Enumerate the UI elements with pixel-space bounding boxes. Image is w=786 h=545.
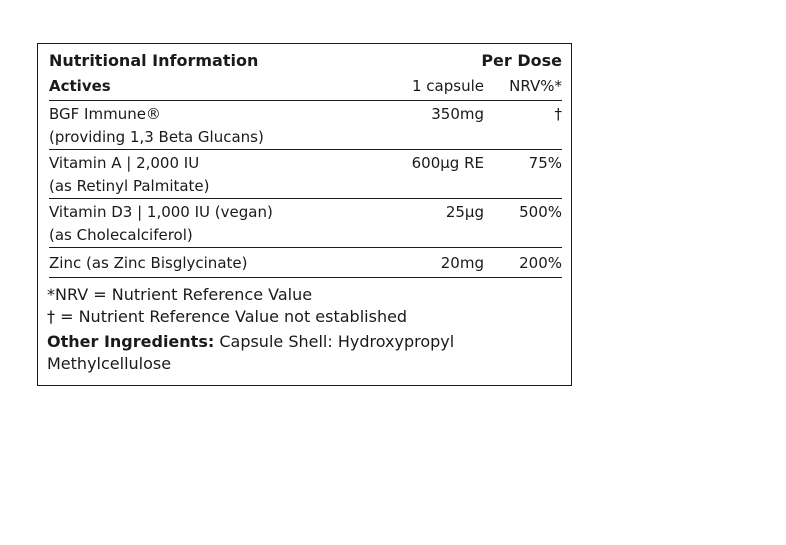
per-dose-label: Per Dose — [481, 51, 562, 70]
nrv-footnote: *NRV = Nutrient Reference Value — [47, 285, 313, 304]
nutrition-table — [49, 44, 562, 278]
footnotes — [47, 284, 454, 375]
title-row — [49, 44, 562, 74]
active-source: (providing 1,3 Beta Glucans) — [49, 128, 264, 146]
active-quantity: 350mg — [431, 105, 484, 123]
panel-title: Nutritional Information — [49, 51, 259, 70]
other-ingredients-continued: Methylcellulose — [47, 354, 172, 373]
active-name: Zinc (as Zinc Bisglycinate) — [49, 254, 248, 272]
column-header-row — [49, 74, 562, 101]
active-name: BGF Immune® — [49, 105, 161, 123]
qty-header: 1 capsule — [412, 77, 484, 95]
active-name: Vitamin D3 | 1,000 IU (vegan) — [49, 203, 273, 221]
table-row — [49, 199, 562, 248]
active-nrv: 500% — [519, 203, 562, 221]
table-row — [49, 150, 562, 199]
other-ingredients-text: Capsule Shell: Hydroxypropyl — [214, 332, 455, 351]
other-ingredients — [47, 331, 454, 353]
other-ingredients-label: Other Ingredients: — [47, 332, 215, 351]
active-name: Vitamin A | 2,000 IU — [49, 154, 200, 172]
active-source: (as Retinyl Palmitate) — [49, 177, 210, 195]
active-quantity: 25µg — [445, 203, 484, 221]
dagger-footnote: † = Nutrient Reference Value not established — [47, 307, 408, 326]
table-row — [49, 101, 562, 150]
active-nrv: 200% — [519, 254, 562, 272]
active-nrv: 75% — [528, 154, 562, 172]
active-quantity: 20mg — [440, 254, 484, 272]
active-source: (as Cholecalciferol) — [49, 226, 193, 244]
active-nrv: † — [554, 105, 562, 123]
table-row — [49, 248, 562, 278]
actives-header: Actives — [49, 77, 111, 95]
nutrition-panel — [37, 43, 572, 386]
active-quantity: 600µg RE — [411, 154, 484, 172]
nrv-header: NRV%* — [509, 77, 562, 95]
